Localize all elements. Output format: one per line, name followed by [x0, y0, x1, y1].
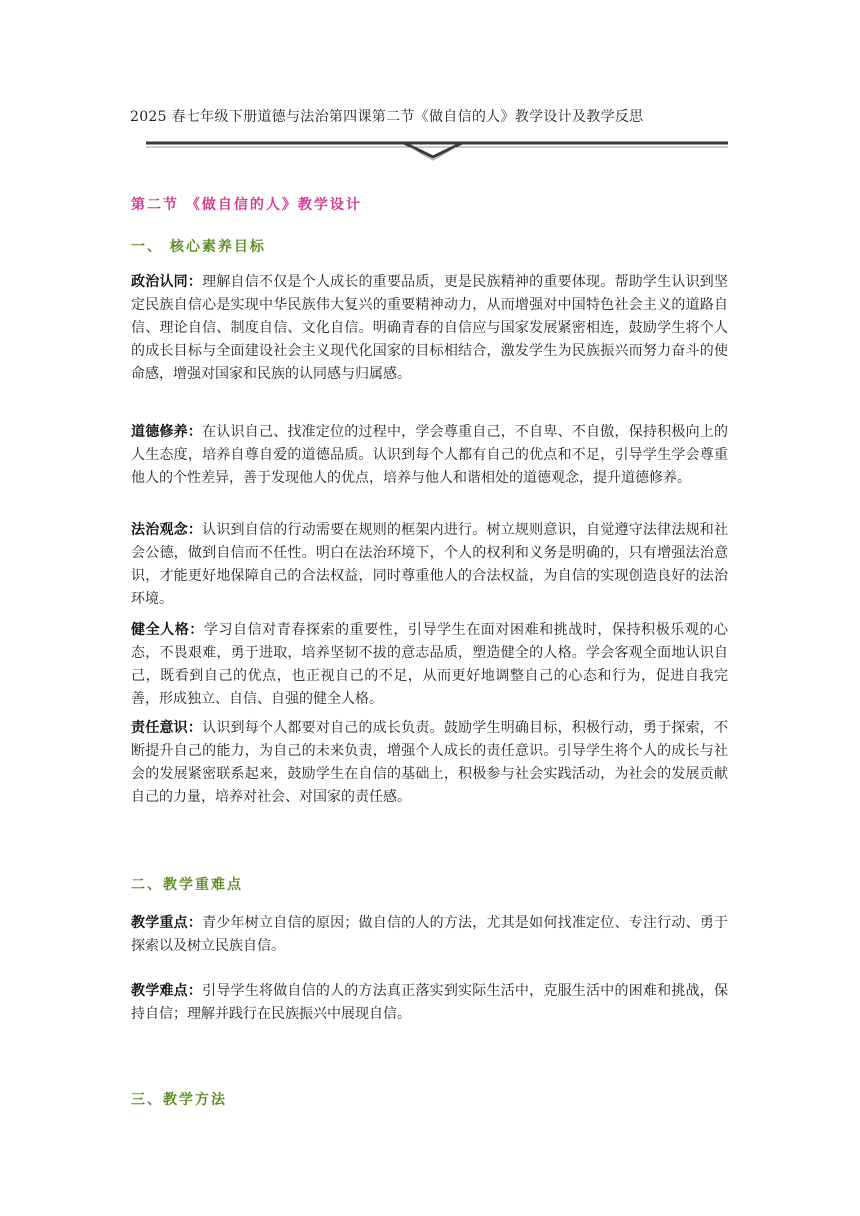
paragraph-text: 在认识自己、找准定位的过程中，学会尊重自己，不自卑、不自傲，保持积极向上的人生态度，培养自尊自爱的道德品质。认识到每个人都有自己的优点和不足，引导学生学会尊重他人的个性差异，善于发现他人的优点，培养与他人和谐相处的道德观念，提升道德修养。: [131, 424, 729, 486]
paragraph-label: 政治认同：: [131, 274, 203, 290]
paragraph-text: 理解自信不仅是个人成长的重要品质，更是民族精神的重要体现。帮助学生认识到坚定民族自信心是实现中华民族伟大复兴的重要精神动力，从而增强对中国特色社会主义的道路自信、理论自信、制度自信、文化自信。明确青春的自信应与国家发展紧密相连，鼓励学生将个人的成长目标与全面建设社会主义现代化国家的目标相结合，激发学生为民族振兴而努力奋斗的使命感，增强对国家和民族的认同感与归属感。: [131, 274, 729, 382]
heading-core-goals: 一、 核心素养目标: [131, 239, 266, 255]
paragraph-label: 教学难点：: [131, 983, 203, 999]
paragraph-label: 责任意识：: [131, 720, 203, 736]
paragraph-text: 引导学生将做自信的人的方法真正落实到实际生活中，克服生活中的困难和挑战，保持自信；理解并践行在民族振兴中展现自信。: [131, 983, 729, 1022]
paragraph-text: 学习自信对青春探索的重要性，引导学生在面对困难和挑战时，保持积极乐观的心态，不畏艰难，勇于进取，培养坚韧不拔的意志品质，塑造健全的人格。学会客观全面地认识自己，既看到自己的优点，也正视自己的不足，从而更好地调整自己的心态和行为，促进自我完善，形成独立、自信、自强的健全人格。: [131, 622, 728, 707]
paragraph-rule-of-law: [131, 519, 728, 611]
paragraph-teaching-difficulty: [131, 980, 728, 1026]
paragraph-label: 道德修养：: [131, 424, 203, 440]
heading-teaching-methods: 三、教学方法: [131, 1092, 227, 1108]
paragraph-text: 青少年树立自信的原因；做自信的人的方法，尤其是如何找准定位、专注行动、勇于探索以及树立民族自信。: [131, 915, 729, 954]
document-title: 2025 春七年级下册道德与法治第四课第二节《做自信的人》教学设计及教学反思: [130, 109, 644, 125]
paragraph-teaching-focus: [131, 912, 728, 958]
heading-key-difficult-points: 二、教学重难点: [131, 877, 243, 893]
paragraph-healthy-personality: [131, 619, 728, 711]
paragraph-responsibility: [131, 717, 728, 809]
paragraph-political-identity: [131, 271, 728, 386]
paragraph-label: 健全人格：: [131, 622, 204, 638]
paragraph-moral-cultivation: [131, 421, 728, 490]
paragraph-text: 认识到每个人都要对自己的成长负责。鼓励学生明确目标，积极行动，勇于探索，不断提升自己的能力，为自己的未来负责，增强个人成长的责任意识。引导学生将个人的成长与社会的发展紧密联系起来，鼓励学生在自信的基础上，积极参与社会实践活动，为社会的发展贡献自己的力量，培养对社会、对国家的责任感。: [131, 720, 729, 805]
section-title: 第二节 《做自信的人》教学设计: [131, 197, 362, 213]
paragraph-text: 认识到自信的行动需要在规则的框架内进行。树立规则意识，自觉遵守法律法规和社会公德，做到自信而不任性。明白在法治环境下，个人的权利和义务是明确的，只有增强法治意识，才能更好地保障自己的合法权益，同时尊重他人的合法权益，为自信的实现创造良好的法治环境。: [131, 522, 729, 607]
paragraph-label: 法治观念：: [131, 522, 203, 538]
title-divider: [146, 138, 728, 162]
paragraph-label: 教学重点：: [131, 915, 203, 931]
